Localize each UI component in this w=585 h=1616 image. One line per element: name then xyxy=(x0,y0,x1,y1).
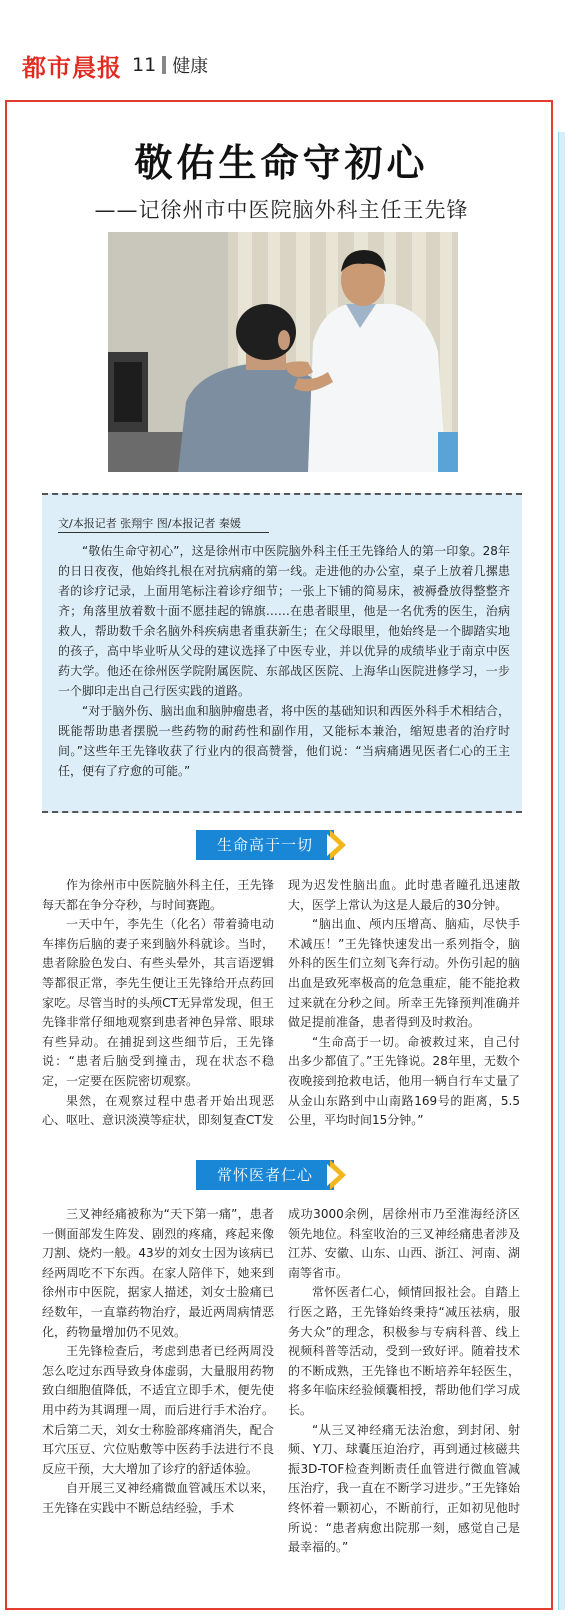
section-heading-label: 常怀医者仁心 xyxy=(196,1160,334,1190)
newspaper-name: 都市晨报 xyxy=(22,53,122,82)
paragraph: 一天中午，李先生（化名）带着骑电动车摔伤后脑的妻子来到脑外科就诊。当时，患者除脸色发白、有些头晕外，其言语逻辑等都很正常，李先生便让王先锋给开点药回家吃。尽管当时的头颅CT无异常发现，但王先锋非常仔细地观察到患者神色异常、眼球有些异动。在捕捉到这些细节后，王先锋说：“患者后脑受到撞击，现在状态不稳定，一定要在医院密切观察。 xyxy=(42,917,274,1088)
chevron-inner-icon xyxy=(327,834,339,856)
doctor-examining-patient-image xyxy=(108,232,458,472)
adjacent-column-edge xyxy=(558,132,565,1610)
section2-left-column xyxy=(42,1205,274,1519)
summary-paragraph: “敬佑生命守初心”，这是徐州市中医院脑外科主任王先锋给人的第一印象。28年的日日夜夜，他始终扎根在对抗病痛的第一线。走进他的办公室，桌子上放着几摞患者的诊疗记录，上面用笔标注着诊疗细节；一张上下铺的简易床，被褥叠放得整整齐齐；角落里放着数十面不愿挂起的锦旗……在患者眼里，他是一名优秀的医生，治病救人，帮助数千余名脑外科疾病患者重获新生；在父母眼里，他始终是一个脚踏实地的孩子，高中毕业听从父母的建议选择了中医专业，并以优异的成绩毕业于南京中医药大学。他还在徐州医学院附属医院、东部战区医院、上海华山医院进修学习，一步一个脚印走出自己行医实践的道路。 xyxy=(58,544,510,698)
paragraph: “生命高于一切。命被救过来，自己付出多少都值了。”王先锋说。28年里，无数个夜晚接到抢救电话，他用一辆自行车丈量了从金山东路到中山南路169号的距离，5.5公里，平均时间15分钟。” xyxy=(288,1034,520,1128)
paragraph: 三叉神经痛被称为“天下第一痛”，患者一侧面部发生阵发、剧烈的疼痛，疼起来像刀割、烧灼一般。43岁的刘女士因为该病已经两周吃不下东西。在家人陪伴下，她来到徐州市中医院，据家人描述，刘女士脸痛已经数年，一直靠药物治疗，最近两周病情恶化，药物量增加仍不见效。 xyxy=(42,1207,274,1339)
paragraph: 自开展三叉神经痛微血管减压术以来，王先锋在实践中不断总结经验，手术 xyxy=(42,1481,274,1515)
article-title: 敬佑生命守初心 xyxy=(134,141,429,185)
paragraph: 果然，在观察过程中患者开始出现恶心、呕吐、意识淡漠等症状，即刻复查CT发 xyxy=(42,1093,274,1128)
paragraph: “从三叉神经痛无法治愈，到封闭、射频、Y刀、球囊压迫治疗，再到通过核磁共振3D-TOF检查判断责任血管进行微血管减压治疗，我一直在不断学习进步。”王先锋始终怀着一颗初心，不断前行，正如初见他时所说：“患者病愈出院那一刻，感觉自己是最幸福的。” xyxy=(288,1422,520,1555)
masthead-divider xyxy=(162,56,166,74)
chevron-inner-icon xyxy=(327,1164,339,1186)
byline: 文/本报记者 张翔宇 图/本报记者 秦媛 xyxy=(58,515,269,533)
paragraph: “脑出血、颅内压增高、脑疝，尽快手术减压！”王先锋快速发出一系列指令，脑外科的医生们立刻飞奔行动。外伤引起的脑出血是致死率极高的危急重症，能不能抢救过来就在分秒之间。所幸王先锋预判准确并做足提前准备，患者得到及时救治。 xyxy=(288,917,520,1030)
section-name: 健康 xyxy=(172,56,209,77)
page-number: 11 xyxy=(132,54,157,76)
paragraph: 成功3000余例，居徐州市乃至淮海经济区领先地位。科室收治的三叉神经痛患者涉及江苏、安徽、山东、山西、浙江、河南、湖南等省市。 xyxy=(288,1207,520,1280)
section1-right-column xyxy=(288,876,520,1131)
paragraph: 现为迟发性脑出血。此时患者瞳孔迅速散大，医学上常认为这是人最后的30分钟。 xyxy=(288,878,520,912)
masthead xyxy=(22,48,208,82)
summary-text xyxy=(58,541,510,781)
section1-left-column xyxy=(42,876,274,1131)
article-summary-box xyxy=(42,493,522,813)
article-subtitle: ——记徐州市中医院脑外科主任王先锋 xyxy=(94,198,469,222)
article-photo xyxy=(108,232,458,472)
section2-right-column xyxy=(288,1205,520,1558)
section-heading-label: 生命高于一切 xyxy=(196,830,334,860)
summary-paragraph: “对于脑外伤、脑出血和脑肿瘤患者，将中医的基础知识和西医外科手术相结合，既能帮助患者摆脱一些药物的耐药性和副作用，又能标本兼治，缩短患者的治疗时间。”这些年王先锋收获了行业内的很高赞誉，他们说：“当病痛遇见医者仁心的王主任，便有了疗愈的可能。” xyxy=(58,704,510,778)
paragraph: 王先锋检查后，考虑到患者已经两周没怎么吃过东西导致身体虚弱，大量服用药物致白细胞值降低，不适宜立即手术，便先使用中药为其调理一周，而后进行手术治疗。术后第二天，刘女士称脸部疼痛消失，配合耳穴压豆、穴位贴敷等中医药手法进行不良反应干预，大大增加了诊疗的舒适体验。 xyxy=(42,1344,274,1476)
paragraph: 作为徐州市中医院脑外科主任，王先锋每天都在争分夺秒，与时间赛跑。 xyxy=(42,878,274,912)
paragraph: 常怀医者仁心，倾情回报社会。自踏上行医之路，王先锋始终秉持“减压祛病，服务大众”的理念，积极参与专病科普、线上视频科普等活动，受到一致好评。随着技术的不断成熟，王先锋也不断培养年轻医生，将多年临床经验倾囊相授，帮助他们学习成长。 xyxy=(288,1285,520,1417)
